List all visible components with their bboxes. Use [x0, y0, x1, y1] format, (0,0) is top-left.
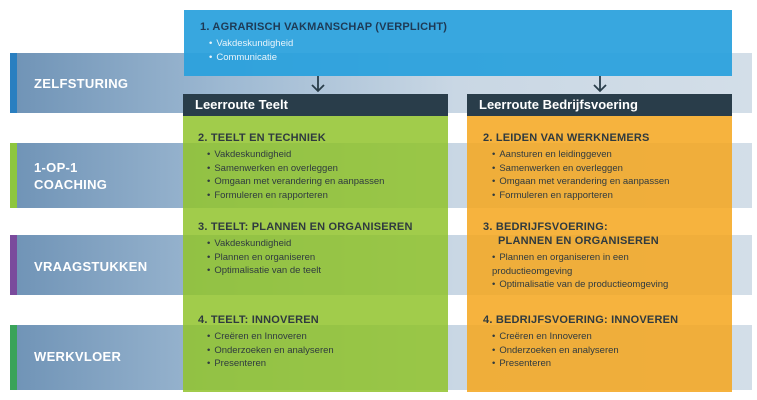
section-list: [198, 330, 334, 371]
section-title: 1. AGRARISCH VAKMANSCHAP (VERPLICHT): [200, 21, 448, 33]
row-accent: [10, 53, 17, 113]
section-list: [483, 330, 678, 371]
list-item: • Onderzoeken en analyseren: [492, 344, 678, 358]
list-item: • Vakdeskundigheid: [207, 148, 384, 162]
list-item: • Presenteren: [492, 357, 678, 371]
list-item: • Onderzoeken en analyseren: [207, 344, 334, 358]
list-item: • Formuleren en rapporteren: [207, 189, 384, 203]
route-header-teelt: Leerroute Teelt: [183, 94, 448, 116]
section-list: [200, 37, 447, 64]
section-title: 2. TEELT EN TECHNIEK: [198, 132, 326, 144]
list-item: • Vakdeskundigheid: [209, 37, 447, 51]
row-label: ZELFSTURING: [34, 76, 129, 91]
list-item: • Plannen en organiseren: [207, 251, 413, 265]
top-box-agrarisch-vakmanschap: [184, 10, 732, 76]
list-item: • Omgaan met verandering en aanpassen: [492, 175, 669, 189]
list-item: • Creëren en Innoveren: [492, 330, 678, 344]
list-item: • Aansturen en leidinggeven: [492, 148, 669, 162]
list-item: • Plannen en organiseren in een productieomgeving: [492, 251, 652, 278]
section-title: 3. TEELT: PLANNEN EN ORGANISEREN: [198, 221, 413, 233]
section-list: [483, 251, 723, 292]
row-label: VRAAGSTUKKEN: [34, 259, 148, 274]
list-item: • Presenteren: [207, 357, 334, 371]
route-header-bedrijfsvoering: Leerroute Bedrijfsvoering: [467, 94, 732, 116]
arrow-down-icon: [310, 76, 326, 94]
teelt-section-2: [198, 131, 384, 202]
row-accent: [10, 143, 17, 208]
list-item: • Samenwerken en overleggen: [492, 162, 669, 176]
section-title: 2. LEIDEN VAN WERKNEMERS: [483, 132, 650, 144]
bedrijfsvoering-section-3: [483, 220, 723, 292]
row-accent: [10, 235, 17, 295]
arrow-down-icon: [592, 76, 608, 94]
bedrijfsvoering-section-4: [483, 313, 678, 371]
list-item: • Samenwerken en overleggen: [207, 162, 384, 176]
section-title: 4. BEDRIJFSVOERING: INNOVEREN: [483, 314, 679, 326]
section-title: 4. TEELT: INNOVEREN: [198, 314, 319, 326]
list-item: • Optimalisatie van de teelt: [207, 264, 413, 278]
section-list: [483, 148, 669, 202]
section-title-line: 3. BEDRIJFSVOERING:: [483, 221, 608, 233]
list-item: • Formuleren en rapporteren: [492, 189, 669, 203]
section-title-line: PLANNEN EN ORGANISEREN: [498, 235, 659, 247]
teelt-section-4: [198, 313, 334, 371]
top-section: [200, 20, 447, 64]
section-list: [198, 148, 384, 202]
row-label: WERKVLOER: [34, 349, 122, 364]
bedrijfsvoering-section-2: [483, 131, 669, 202]
row-accent: [10, 325, 17, 390]
list-item: • Creëren en Innoveren: [207, 330, 334, 344]
list-item: • Optimalisatie van de productieomgeving: [492, 278, 723, 292]
list-item: • Vakdeskundigheid: [207, 237, 413, 251]
section-list: [198, 237, 413, 278]
row-label: 1-OP-1 COACHING: [34, 160, 108, 192]
list-item: • Omgaan met verandering en aanpassen: [207, 175, 384, 189]
list-item: • Communicatie: [209, 51, 447, 65]
teelt-section-3: [198, 220, 413, 278]
